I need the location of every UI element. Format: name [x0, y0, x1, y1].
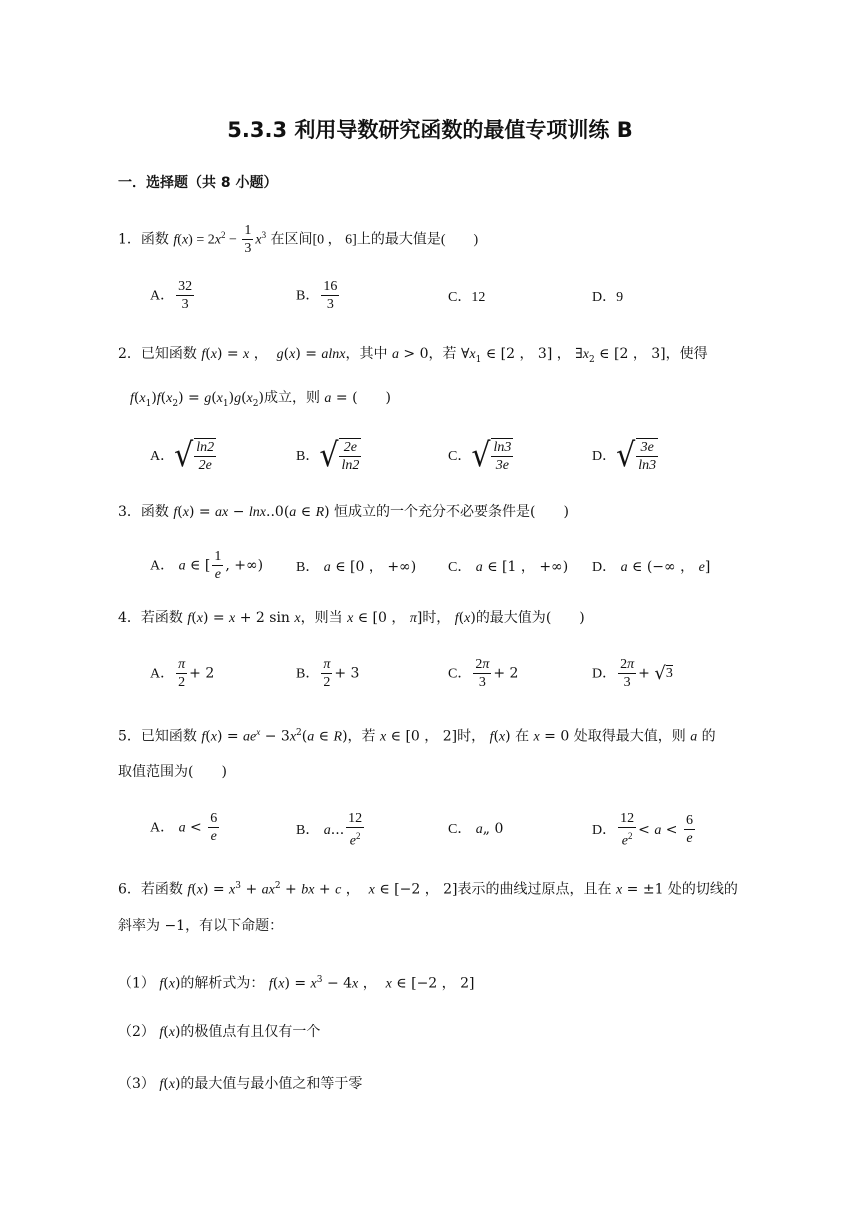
q6-proposition-3: （3） f(x)的最大值与最小值之和等于零 [118, 1076, 363, 1092]
q2-option-a: A． √ $\frac{\ln 2}{2e}$ [150, 436, 215, 475]
q5-option-d: D． $\frac{12}{e^2}$ < a < $\frac{6}{e}$ [592, 811, 693, 849]
q5-option-c: C． a„ 0 [448, 821, 504, 837]
question-6-stem: 6．若函数 $f(x) = x^3 + ax^2$ + bx + c ， x ∈ [−2 ， 2]表示的曲线过原点，且在 x = ±1 处的切线的 [118, 881, 738, 898]
q1-fraction: $\frac{1}{3}$ [244, 223, 252, 256]
q6-proposition-1: （1） f(x)的解析式为： $f(x) = x^3 - 4x$ ， x ∈ [−2 ， 2] [118, 975, 475, 992]
q3-option-b: B． a ∈ [0 ， +∞) [296, 559, 417, 575]
q2-option-c: C． √ $\frac{\ln 3}{3e}$ [448, 436, 512, 475]
q2-option-b: B． √ $\frac{2e}{\ln 2}$ [296, 436, 360, 475]
q1-option-b: B． $\frac{16}{3}$ [296, 279, 338, 312]
q3-option-d: D． a ∈ (−∞ ， e] [592, 559, 711, 575]
q6-proposition-2: （2） f(x)的极值点有且仅有一个 [118, 1024, 321, 1040]
q1-interval: [0 ， 6] [312, 232, 357, 248]
q1-text: 1．函数 [118, 231, 169, 248]
question-2-stem: 2．已知函数 f(x) = x ， g(x) = alnx，其中 a > 0，若 $\forall x_1$ ∈ [2 ， 3] ， $\exists x_2$ ∈ [2 ， 3]，使得 [118, 346, 708, 365]
q1-option-a: A． $\frac{32}{3}$ [150, 279, 193, 312]
section-heading: 一．选择题（共 8 小题） [118, 175, 278, 191]
q1-option-d: D．9 [592, 290, 624, 305]
q5-option-b: B． a... $\frac{12}{e^2}$ [296, 811, 363, 849]
q4-option-a: A． $\frac{\pi}{2}$ + 2 [150, 657, 215, 690]
question-4-stem: 4．若函数 f(x) = x + 2 sin x，则当 x ∈ [0 ， π]时， f(x)的最大值为( ) [118, 610, 585, 626]
question-5-stem: 5．已知函数 $f(x) = ae^x - 3x^2(a$ ∈ R)，若 x ∈ [0 ， 2]时， f(x) 在 x = 0 处取得最大值，则 a 的 [118, 727, 716, 745]
q3-option-a: A． a ∈ [ $\frac{1}{e}$ , +∞) [150, 549, 264, 582]
q1-text: 上的最大值是 [356, 231, 441, 248]
answer-blank: ( ) [440, 232, 479, 248]
q1-option-c: C．12 [448, 290, 486, 305]
q3-option-c: C． a ∈ [1 ， +∞) [448, 559, 569, 575]
q4-option-c: C． $\frac{2\pi}{3}$ + 2 [448, 657, 519, 690]
question-6-stem-line2: 斜率为 −1，有以下命题： [118, 918, 284, 934]
q2-option-d: D． √ $\frac{3e}{\ln 3}$ [592, 436, 657, 475]
question-5-stem-line2: 取值范围为( ) [118, 764, 227, 780]
question-1-stem: 1．函数 $f(x) = 2x^2$ − $\frac{1}{3}$ $x^3$ 在区间[0 ， 6]上的最大值是( ) [118, 223, 479, 256]
page-title: 5.3.3 利用导数研究函数的最值专项训练 B [227, 118, 633, 142]
q5-option-a: A． a < $\frac{6}{e}$ [150, 811, 218, 844]
question-2-stem-line2: $f(x_1)f(x_2) = g(x_1)g(x_2)$成立，则 a = ( ) [130, 390, 391, 409]
q1-text: 在区间 [270, 231, 313, 248]
q4-option-d: D． $\frac{2\pi}{3}$ + √ 3 [592, 657, 673, 690]
question-3-stem: 3．函数 f(x) = ax − lnx..0(a ∈ R) 恒成立的一个充分不必要条件是( ) [118, 504, 569, 520]
q4-option-b: B． $\frac{\pi}{2}$ + 3 [296, 657, 360, 690]
